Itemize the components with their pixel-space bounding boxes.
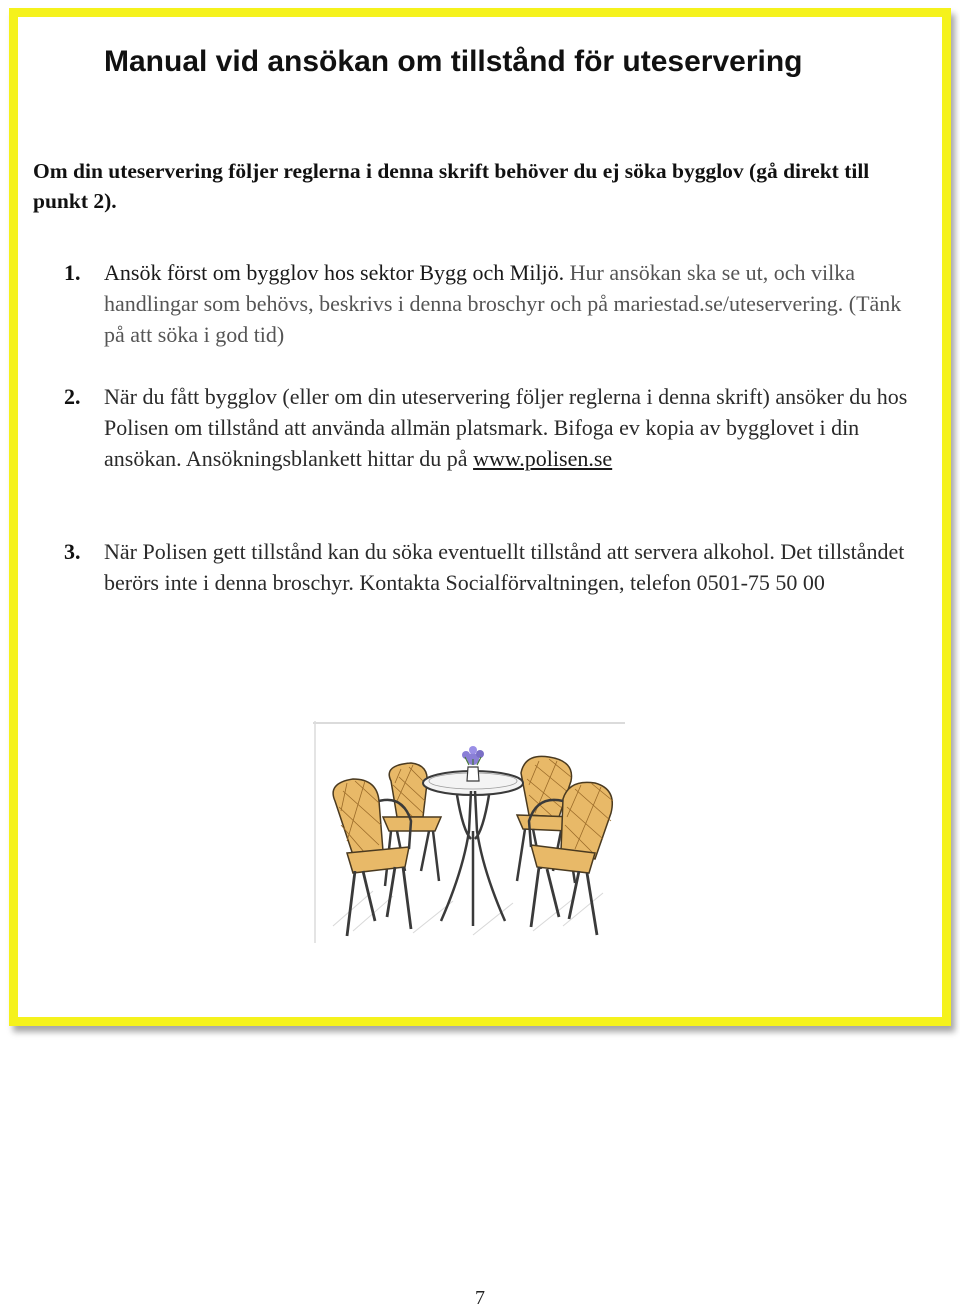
intro-paragraph: Om din uteservering följer reglerna i denna skrift behöver du ej söka bygglov (gå direkt till punkt 2). — [33, 159, 870, 213]
list-item-3 — [64, 536, 924, 598]
list-item-text: När Polisen gett tillstånd kan du söka eventuellt tillstånd att servera alkohol. Det tillståndet berörs inte i denna broschyr. Kontakta Socialförvaltningen, telefon 0501-75 50 00 — [104, 539, 905, 595]
outdoor-table-with-chairs-illustration — [313, 721, 625, 943]
list-item-text: Ansök först om bygglov hos sektor Bygg och Miljö. Hur ansökan ska se ut, och vilka handlingar som behövs, beskrivs i denna broschyr och på mariestad.se/uteservering. (Tänk på att söka i god tid) — [104, 260, 902, 347]
page-number: 7 — [475, 1287, 485, 1309]
polisen-link[interactable]: www.polisen.se — [473, 446, 613, 471]
list-item-number: 1. — [64, 260, 81, 285]
list-item-2 — [64, 381, 924, 474]
list-item-number: 2. — [64, 384, 81, 409]
list-item-1 — [64, 257, 924, 350]
list-item-number: 3. — [64, 539, 81, 564]
list-item-text: När du fått bygglov (eller om din uteservering följer reglerna i denna skrift) ansöker du hos Polisen om tillstånd att använda allmän platsmark. Bifoga ev kopia av bygglovet i din ansökan. Ansökningsblankett hittar du på www.polisen.se — [104, 384, 908, 471]
page-title: Manual vid ansökan om tillstånd för uteservering — [104, 45, 803, 78]
